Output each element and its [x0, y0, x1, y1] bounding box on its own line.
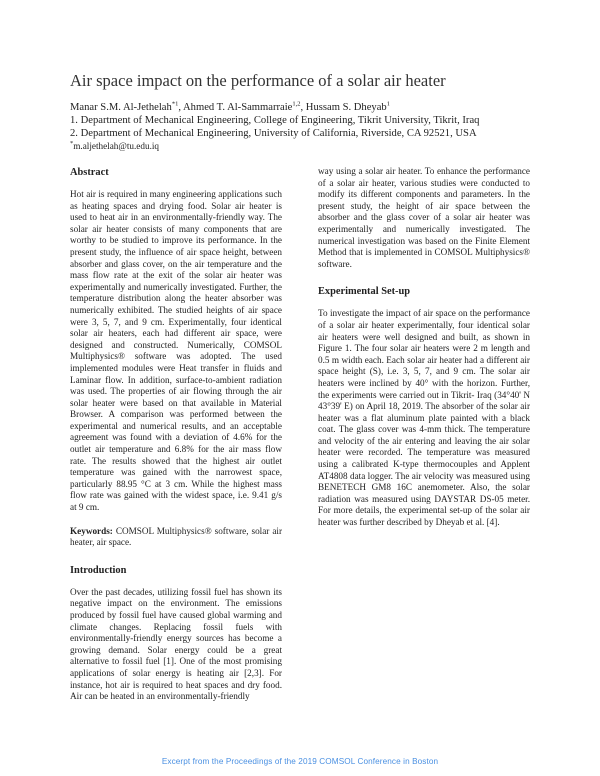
introduction-text-right: way using a solar air heater. To enhance the performance of a solar air heater, various studies were conducted to modify its different components and parameters. In the present study, the height of air space between the absorber and the glass cover of a solar air heater was experimentally and numerically investigated. The numerical investigation was based on the Finite Element Method that is implemented in COMSOL Multiphysics® software.: [318, 166, 530, 269]
experimental-heading: Experimental Set-up: [318, 286, 411, 298]
introduction-text-left: Over the past decades, utilizing fossil fuel has shown its negative impact on the environment. The emissions produced by fossil fuel have caused global warming and climate changes. Replacing fossil fuels with environmentally-friendly energy sources has become a growing demand. Solar energy could be a great alternative to fossil fuel [1]. One of the most promising applications of solar energy is heating air [2,3]. For instance, hot air is required to heat spaces and dry food. Air can be heated in an environmentally-friendly: [70, 586, 282, 702]
author-name: Manar S.M. Al-Jethelah: [70, 102, 172, 113]
left-column: [70, 166, 282, 703]
author-block: [70, 101, 540, 153]
email-mark: *: [70, 139, 74, 147]
keywords-text: COMSOL Multiphysics® software, solar air heater, air space.: [70, 525, 283, 548]
author-affiliation-mark: 1: [386, 100, 390, 108]
author-affiliation-mark: 1,2: [292, 100, 301, 108]
abstract-text: Hot air is required in many engineering applications such as heating spaces and drying food. Solar air heater is used to heat air in an environmentally-friendly way. The solar air heater consists of many components that are worthy to be studied to improve its performance. In the present study, the influence of air space height, between absorber and glass cover, on the air temperature and the mass flow rate at the exit of the solar air heater was experimentally and numerically investigated. Further, the temperature distribution along the heater absorber was numerically exhibited. The studied heights of air space were 3, 5, 7, and 9 cm. Experimentally, four identical solar air heaters, each had different air space, were designed and constructed. Numerically, COMSOL Multiphysics® software was adopted. The used implemented modules were Heat transfer in fluids and Laminar flow. In addition, surface-to-ambient radiation was used. The properties of air flowing through the air solar heater were based on that available in Material Browser. A comparison was performed between the experimental and numerical results, and an acceptable agreement was found with a deviation of 4.6% for the outlet air temperature and 6.8% for the air mass flow rate. The results showed that the highest air outlet temperature was gained with the narrowest space, particularly 88.95 °C at 3 cm. While the highest mass flow rate was gained with the widest space, i.e. 9.41 g/s at 9 cm.: [70, 189, 282, 513]
abstract-heading: Abstract: [70, 167, 109, 178]
author-affiliation-mark: *1: [171, 100, 179, 108]
experimental-text: To investigate the impact of air space on the performance of a solar air heater experimentally, four identical solar air heaters were well designed and built, as shown in Figure 1. The four solar air heaters were 2 m length and 0.5 m width each. Each solar air heater had a different air space height (S), i.e. 3, 5, 7, and 9 cm. The solar air heaters were inclined by 40° with the horizon. Further, the experiments were carried out in Tikrit- Iraq (34°40' N 43°39' E) on April 18, 2019. The absorber of the solar air heater was a flat aluminum plate painted with a black coat. The glass cover was 4-mm thick. The temperature and velocity of the air entering and leaving the air solar heater were recorded. The temperature was measured using a calibrated K-type thermocouples and Applent AT4808 data logger. The air velocity was measured using BENETECH GM8 16C anemometer. Also, the solar radiation was measured using DAYSTAR DS-05 meter. For more details, the experimental set-up of the solar air heater was further described by Dheyab et al. [4].: [318, 308, 530, 528]
affiliation: 1. Department of Mechanical Engineering, College of Engineering, Tikrit University, Tikrit, Iraq: [70, 115, 480, 126]
corresponding-email: [70, 140, 540, 153]
paper-title: Air space impact on the performance of a solar air heater: [70, 71, 446, 90]
author-list: Manar S.M. Al-Jethelah$^{*1}$, Ahmed T. Al-Sammarraie$^{1,2}$, Hussam S. Dheyab$^1$: [70, 100, 390, 113]
introduction-heading: Introduction: [70, 564, 127, 576]
email-address: m.aljethelah@tu.edu.iq: [73, 141, 160, 151]
keywords: [70, 526, 282, 549]
affiliation: 2. Department of Mechanical Engineering, University of California, Riverside, CA 92521, USA: [70, 128, 477, 139]
author-name: Hussam S. Dheyab: [305, 102, 387, 113]
conference-footer: Excerpt from the Proceedings of the 2019 COMSOL Conference in Boston: [161, 757, 439, 766]
right-column: [318, 166, 530, 529]
keywords-label: Keywords:: [70, 525, 113, 536]
author-name: Ahmed T. Al-Sammarraie: [183, 102, 293, 113]
